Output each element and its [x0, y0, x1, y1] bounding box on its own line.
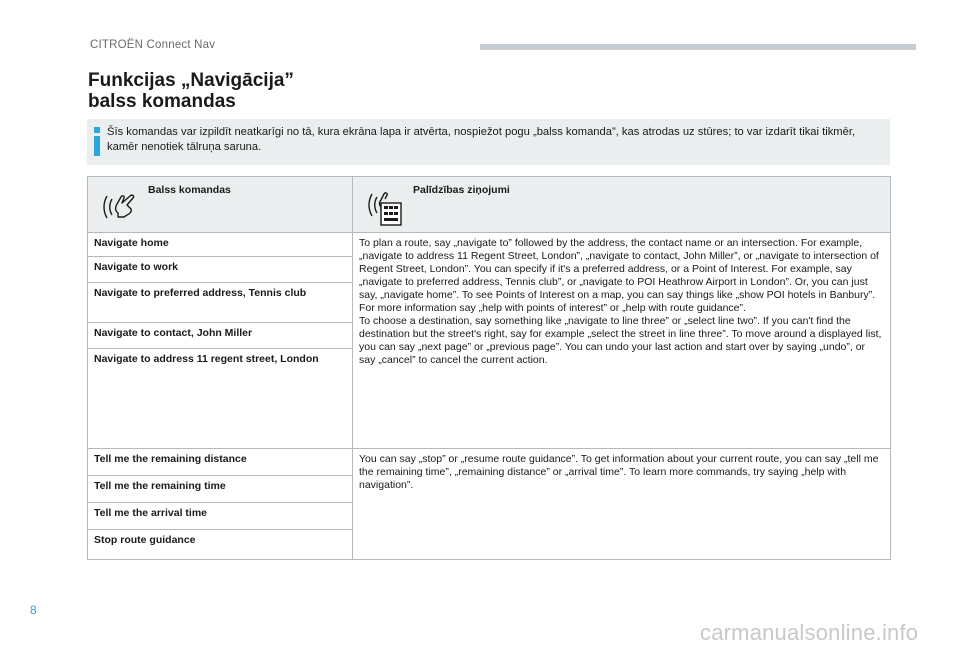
page-title-line-1: Funkcijas „Navigācija” — [88, 70, 294, 91]
info-box — [87, 119, 890, 165]
help-text-route-info: You can say „stop” or „resume route guidance”. To get information about your current route, you can say „tell me the remaining time”, „remaining distance” or „arrival time”. To learn more commands, try saying „help with navigation”. — [359, 453, 879, 491]
header-label-commands: Balss komandas — [148, 184, 231, 196]
command-cell: Navigate to contact, John Miller — [88, 323, 353, 349]
header-brand: CITROËN Connect Nav — [90, 39, 216, 51]
page-title-line-2: balss komandas — [88, 91, 236, 112]
command-cell: Tell me the arrival time — [88, 503, 353, 530]
voice-command-icon — [102, 187, 138, 227]
command-cell: Stop route guidance — [88, 530, 353, 560]
table-header-row — [88, 177, 891, 233]
command-cell: Tell me the remaining time — [88, 476, 353, 503]
info-icon — [92, 127, 102, 157]
help-message-icon — [367, 187, 403, 227]
page-number: 8 — [30, 603, 37, 617]
info-text: Šīs komandas var izpildīt neatkarīgi no tā, kura ekrāna lapa ir atvērta, nospiežot pogu „balss komanda”, kas atrodas uz stūres; to var izdarīt tikai tikmēr, kamēr nenotiek tālruņa saruna. — [107, 126, 856, 153]
command-cell: Navigate to preferred address, Tennis club — [88, 283, 353, 323]
help-text-navigation: To plan a route, say „navigate to” followed by the address, the contact name or an intersection. For example, „navigate to address 11 Regent Street, London”, „navigate to contact, John Miller”, or „navigate to intersection of Regent Street, London”. You can specify if it's a preferred address, or a Point of Interest. For example, say „navigate to preferred address, Tennis club”, or „navigate to POI Heathrow Airport in London”. Or, you can just say, „navigate home”. To see Points of Interest on a map, you can say things like „show POI hotels in Banbury”. For more information say „help with points of interest” or „help with route guidance”. — [359, 237, 879, 314]
header-cell-commands — [88, 177, 353, 233]
header-label-help: Palīdzības ziņojumi — [413, 184, 510, 196]
help-cell-navigation — [353, 233, 891, 449]
watermark: carmanualsonline.info — [700, 620, 919, 645]
command-cell: Navigate to work — [88, 257, 353, 283]
header-cell-help — [353, 177, 891, 233]
command-cell: Navigate home — [88, 233, 353, 257]
page-title — [88, 70, 294, 112]
header-divider-bar — [480, 44, 916, 50]
help-cell-route-info — [353, 449, 891, 560]
command-cell: Tell me the remaining distance — [88, 449, 353, 476]
table-row — [88, 449, 891, 476]
voice-commands-table — [87, 176, 891, 560]
help-text-navigation-list: To choose a destination, say something like „navigate to line three” or „select line two”. If you can't find the destination but the street's right, say for example „select the street in line three”. To move around a displayed list, you can say „next page” or „previous page”. You can undo your last action and start over by saying „undo”, or say „cancel” to cancel the current action. — [359, 315, 882, 366]
command-cell: Navigate to address 11 regent street, London — [88, 349, 353, 449]
table-row — [88, 233, 891, 257]
